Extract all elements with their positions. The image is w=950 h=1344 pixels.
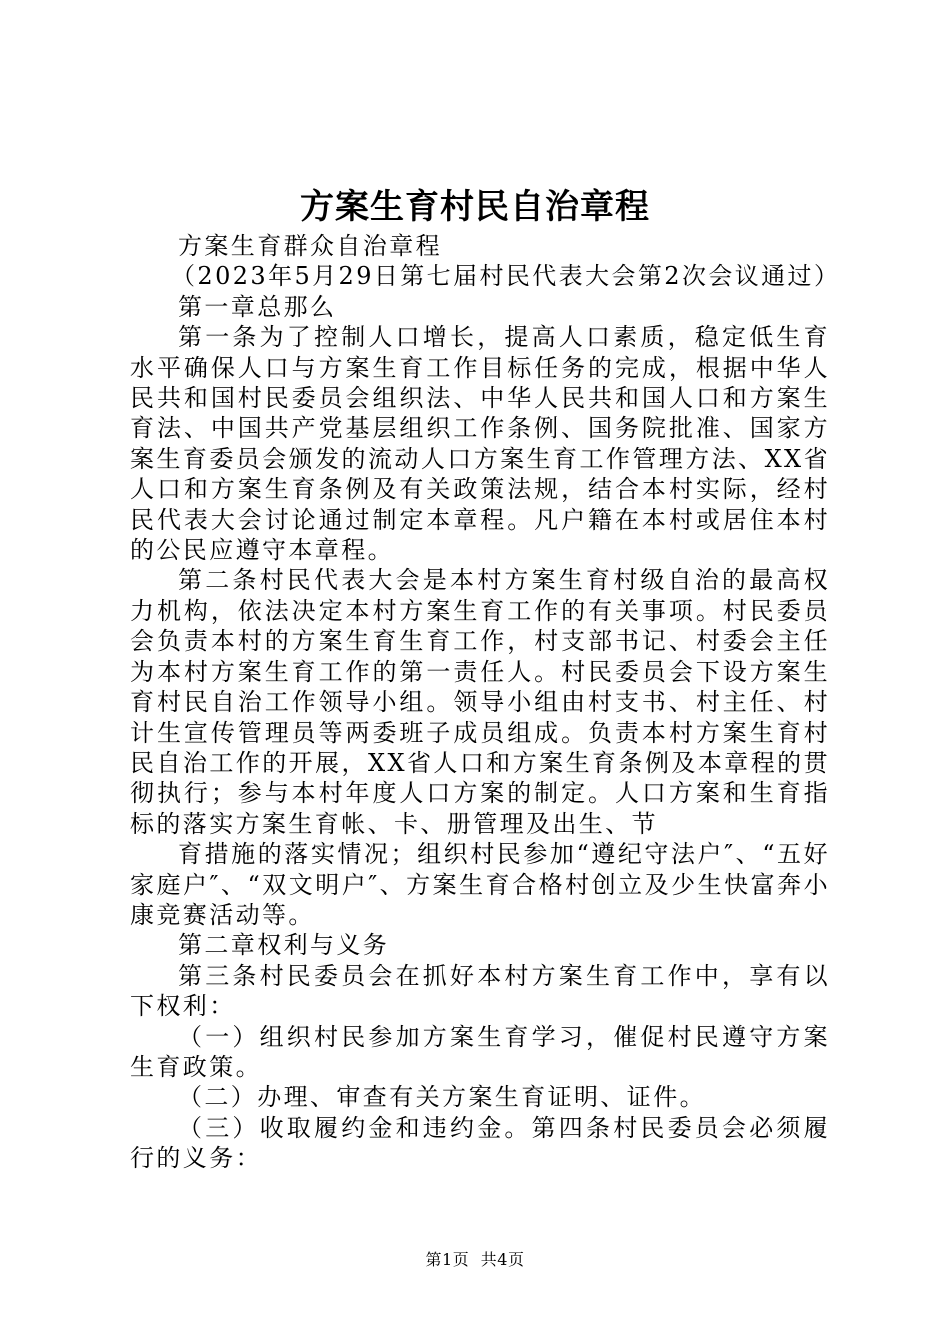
- chapter-heading: 第一章总那么: [178, 292, 337, 321]
- document-title: 方案生育村民自治章程: [300, 187, 650, 227]
- article-paragraph: 第一条为了控制人口增长，提高人口素质，稳定低生育水平确保人口与方案生育工作目标任务的完成，根据中华人民共和国村民委员会组织法、中华人民共和国人口和方案生育法、中国共产党基层组织工作条例、国务院批准、国家方案生育委员会颁发的流动人口方案生育工作管理方法、XX省人口和方案生育条例及有关政策法规，结合本村实际，经村民代表大会讨论通过制定本章程。凡户籍在本村或居住本村的公民应遵守本章程。: [130, 323, 830, 565]
- list-item-paragraph: （二）办理、审查有关方案生育证明、证件。: [178, 1083, 706, 1112]
- document-body: [130, 231, 841, 1174]
- article-paragraph: 第二条村民代表大会是本村方案生育村级自治的最高权力机构，依法决定本村方案生育工作的有关事项。村民委员会负责本村的方案生育生育工作，村支部书记、村委会主任为本村方案生育工作的第一责任人。村民委员会下设方案生育村民自治工作领导小组。领导小组由村支书、村主任、村计生宣传管理员等两委班子成员组成。负责本村方案生育村民自治工作的开展，XX省人口和方案生育条例及本章程的贯彻执行；参与本村年度人口方案的制定。人口方案和生育指标的落实方案生育帐、卡、册管理及出生、节: [130, 566, 830, 838]
- article-paragraph: 育措施的落实情况；组织村民参加“遵纪守法户″、“五好家庭户″、“双文明户″、方案生育合格村创立及少生快富奔小康竞赛活动等。: [130, 840, 830, 929]
- chapter-heading: 第二章权利与义务: [178, 931, 390, 960]
- article-paragraph: 第三条村民委员会在抓好本村方案生育工作中，享有以下权利：: [130, 961, 830, 1021]
- subtitle-paragraph: 方案生育群众自治章程: [178, 232, 442, 260]
- page-total: 共4页: [480, 1250, 525, 1269]
- list-item-paragraph: （三）收取履约金和违约金。第四条村民委员会必须履行的义务：: [130, 1113, 830, 1173]
- page-number: 第1页: [425, 1250, 470, 1269]
- list-item-paragraph: （一）组织村民参加方案生育学习，催促村民遵守方案生育政策。: [130, 1022, 830, 1081]
- page-footer: [0, 1247, 950, 1270]
- adoption-note-paragraph: （2023年5月29日第七届村民代表大会第2次会议通过）: [171, 262, 841, 291]
